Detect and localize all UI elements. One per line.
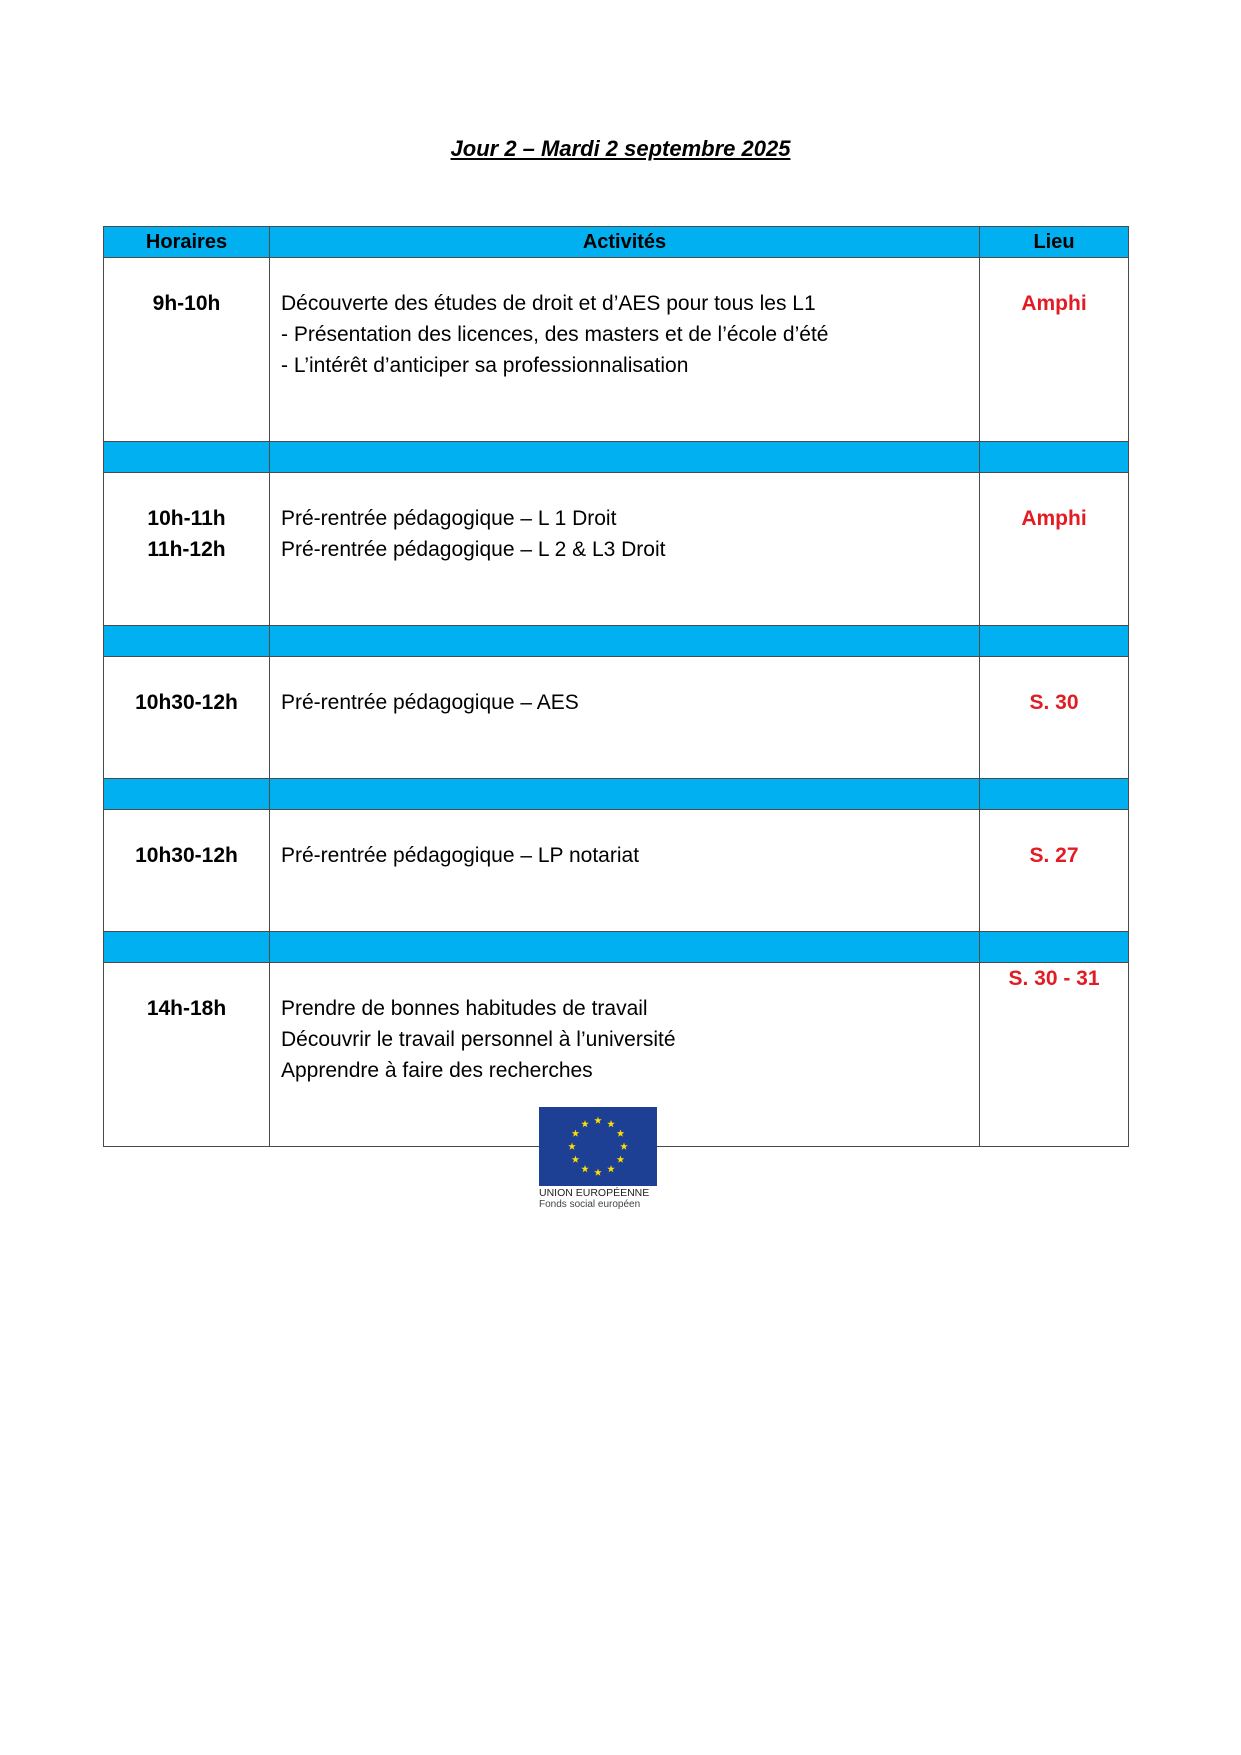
- time-cell: [104, 810, 270, 932]
- activity-cell: [270, 657, 980, 779]
- time-cell: [104, 473, 270, 626]
- header-activites: Activités: [270, 227, 980, 258]
- logo-line-1: UNION EUROPÉENNE: [539, 1187, 650, 1199]
- place-cell: S. 30 - 31: [980, 963, 1129, 1147]
- time-value: 11h-12h: [147, 538, 226, 561]
- time-value: 9h-10h: [152, 292, 221, 315]
- time-value: 10h30-12h: [135, 844, 238, 867]
- separator-row: [104, 442, 1129, 473]
- time-cell: [104, 963, 270, 1147]
- page-title: Jour 2 – Mardi 2 septembre 2025: [450, 136, 791, 161]
- header-lieu: Lieu: [980, 227, 1129, 258]
- eu-flag-icon: [539, 1107, 657, 1186]
- activity-cell: [270, 473, 980, 626]
- separator-row: [104, 932, 1129, 963]
- activity-line: - Présentation des licences, des masters et de l’école d’été: [281, 323, 829, 346]
- place-cell: Amphi: [980, 473, 1129, 626]
- logo-line-2: Fonds social européen: [539, 1199, 641, 1210]
- activity-line: Pré-rentrée pédagogique – L 2 & L3 Droit: [281, 538, 666, 561]
- activity-line: Pré-rentrée pédagogique – LP notariat: [281, 844, 640, 867]
- separator-row: [104, 779, 1129, 810]
- activity-cell: [270, 810, 980, 932]
- time-cell: [104, 657, 270, 779]
- eu-logo: [539, 1107, 659, 1210]
- table-row: [104, 258, 1129, 442]
- place-cell: S. 30: [980, 657, 1129, 779]
- activity-line: - L’intérêt d’anticiper sa professionnalisation: [281, 354, 689, 377]
- table-header-row: [104, 227, 1129, 258]
- time-value: 10h30-12h: [135, 691, 238, 714]
- time-cell: [104, 258, 270, 442]
- schedule-table: [103, 226, 1129, 1147]
- time-value: 10h-11h: [147, 507, 226, 530]
- activity-line: Découvrir le travail personnel à l’université: [281, 1028, 676, 1051]
- table-row: [104, 473, 1129, 626]
- time-value: 14h-18h: [146, 997, 227, 1020]
- activity-line: Prendre de bonnes habitudes de travail: [281, 997, 648, 1020]
- activity-line: Pré-rentrée pédagogique – AES: [281, 691, 579, 714]
- header-horaires: Horaires: [104, 227, 270, 258]
- table-row: [104, 810, 1129, 932]
- activity-line: Découverte des études de droit et d’AES pour tous les L1: [281, 292, 816, 315]
- table-row: [104, 657, 1129, 779]
- separator-row: [104, 626, 1129, 657]
- place-cell: S. 27: [980, 810, 1129, 932]
- activity-cell: [270, 258, 980, 442]
- activity-line: Apprendre à faire des recherches: [281, 1059, 593, 1082]
- place-cell: Amphi: [980, 258, 1129, 442]
- activity-line: Pré-rentrée pédagogique – L 1 Droit: [281, 507, 617, 530]
